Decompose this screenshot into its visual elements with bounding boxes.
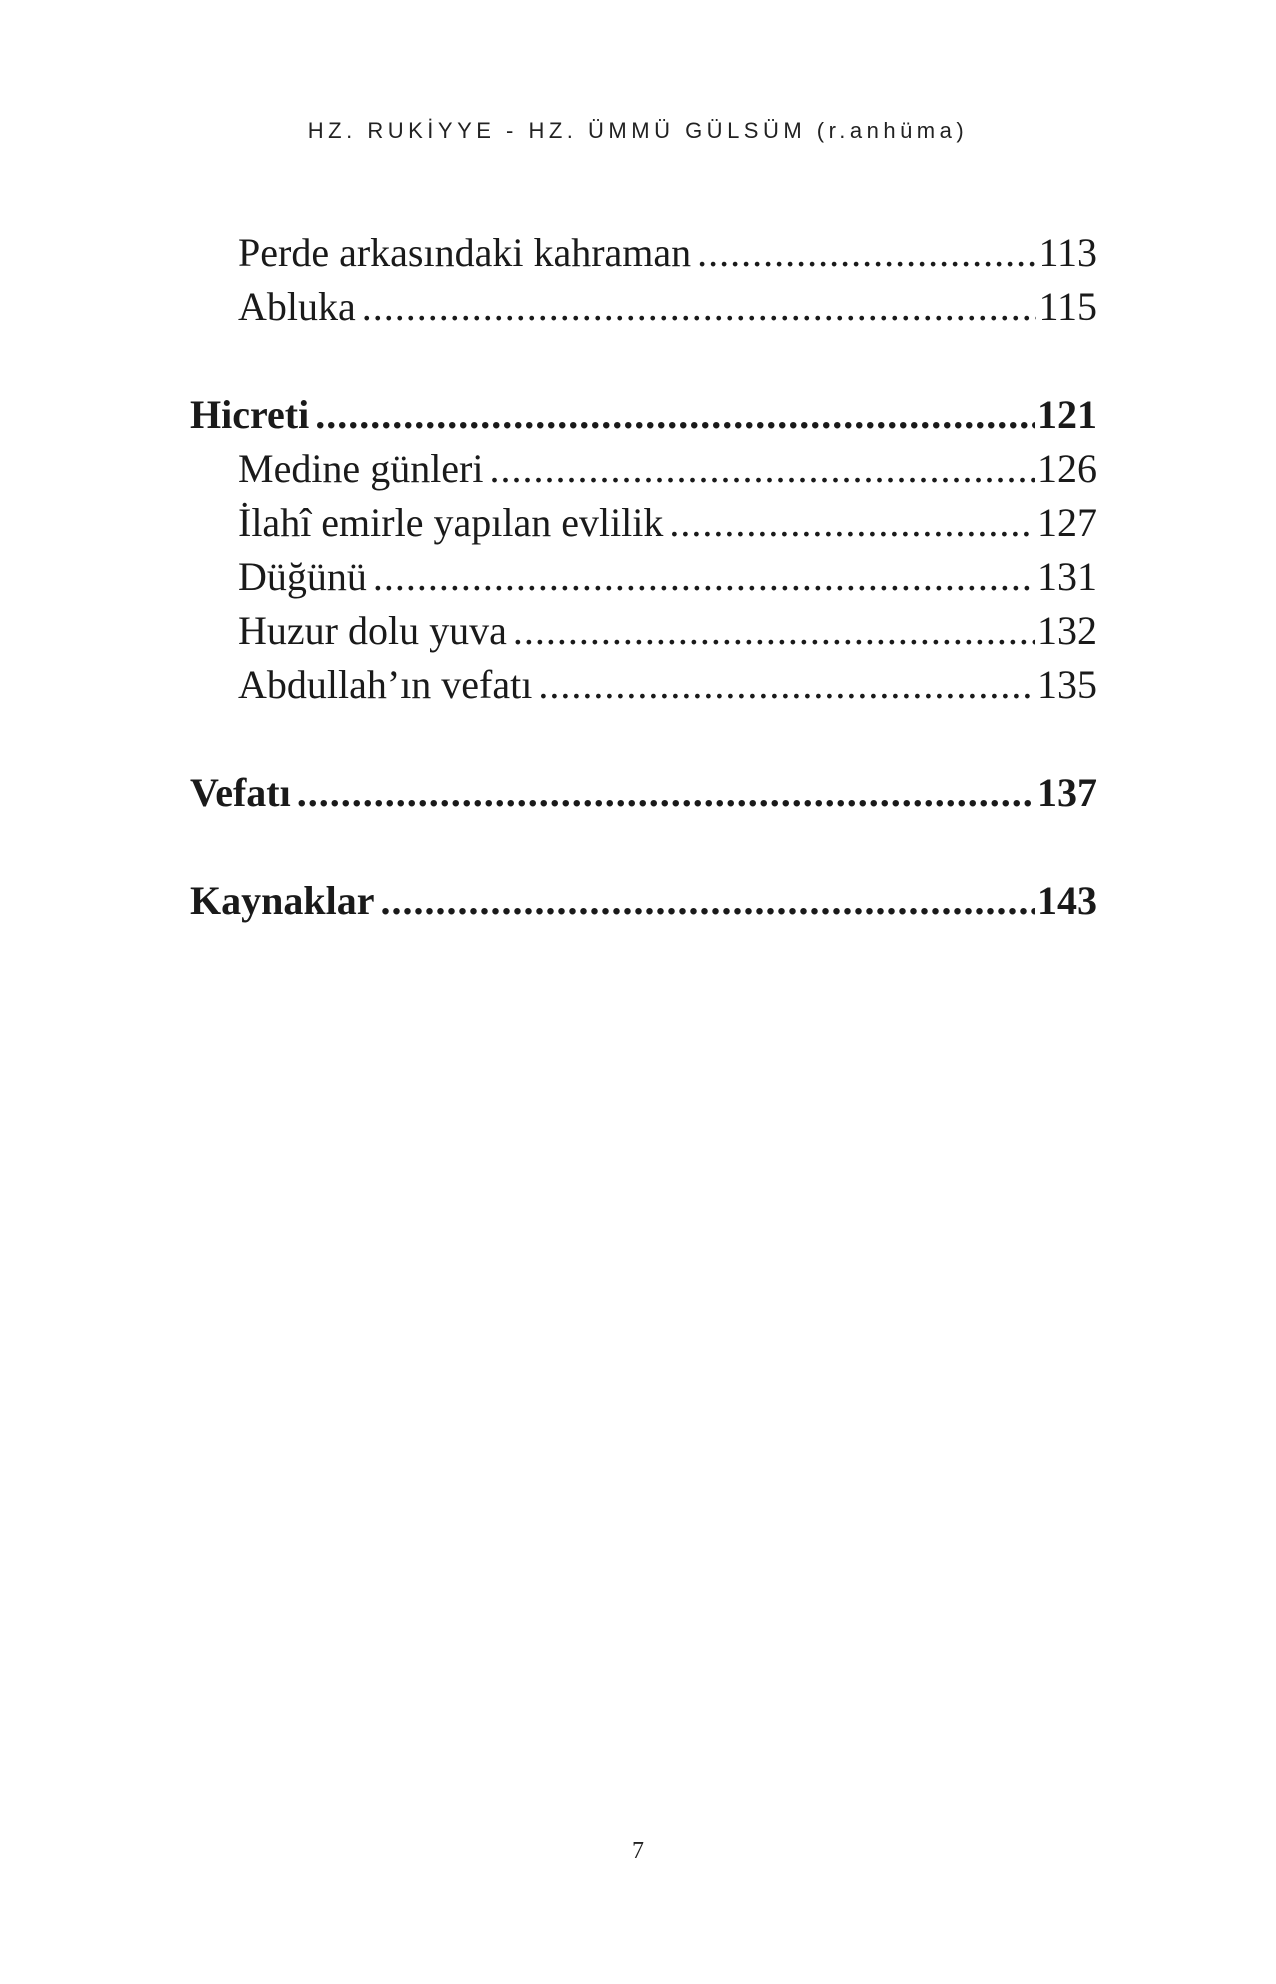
dot-leader: [380, 874, 1035, 928]
toc-entry-page: 132: [1037, 608, 1097, 653]
dot-leader: [373, 550, 1035, 604]
toc-entry-page: 135: [1037, 662, 1097, 707]
toc-chapter-kaynaklar[interactable]: [190, 874, 1097, 928]
running-header: HZ. RUKİYYE - HZ. ÜMMÜ GÜLSÜM (r.anhüma): [307, 118, 969, 143]
dot-leader: [538, 658, 1035, 712]
toc-entry-title: Huzur dolu yuva: [238, 608, 507, 653]
dot-leader: [490, 442, 1036, 496]
toc-entry-title: İlahî emirle yapılan evlilik: [238, 500, 664, 545]
toc-entry-page: 113: [1038, 230, 1097, 275]
toc-entry-huzur-dolu-yuva[interactable]: [190, 604, 1097, 658]
toc-chapter-hicreti[interactable]: [190, 388, 1097, 442]
toc-chapter-vefati[interactable]: [190, 766, 1097, 820]
toc-entry-perde-arkasindaki-kahraman[interactable]: [190, 226, 1097, 280]
toc-chapter-page: 121: [1037, 392, 1097, 437]
toc-chapter-title: Hicreti: [190, 392, 310, 437]
dot-leader: [297, 766, 1035, 820]
toc-entry-page: 115: [1038, 284, 1097, 329]
toc-entry-dugunu[interactable]: [190, 550, 1097, 604]
toc-entry-medine-gunleri[interactable]: [190, 442, 1097, 496]
toc-entry-page: 126: [1037, 446, 1097, 491]
dot-leader: [315, 388, 1035, 442]
page-number: 7: [632, 1838, 644, 1864]
dot-leader: [362, 280, 1037, 334]
toc-entry-title: Medine günleri: [238, 446, 484, 491]
toc-entry-page: 131: [1037, 554, 1097, 599]
toc-chapter-page: 137: [1037, 770, 1097, 815]
table-of-contents: [190, 226, 1097, 928]
toc-entry-title: Abluka: [238, 284, 356, 329]
toc-section-continued: [190, 226, 1097, 334]
dot-leader: [513, 604, 1035, 658]
toc-entry-page: 127: [1037, 500, 1097, 545]
toc-chapter-title: Kaynaklar: [190, 878, 375, 923]
toc-entry-abdullahin-vefati[interactable]: [190, 658, 1097, 712]
toc-entry-title: Abdullah’ın vefatı: [238, 662, 533, 707]
toc-entry-title: Düğünü: [238, 554, 367, 599]
toc-entry-abluka[interactable]: [190, 280, 1097, 334]
toc-entry-title: Perde arkasındaki kahraman: [238, 230, 692, 275]
toc-section-hicreti: [190, 442, 1097, 712]
toc-entry-ilahi-emirle-yapilan-evlilik[interactable]: [190, 496, 1097, 550]
dot-leader: [697, 226, 1036, 280]
toc-chapter-title: Vefatı: [190, 770, 291, 815]
dot-leader: [669, 496, 1035, 550]
toc-chapter-page: 143: [1037, 878, 1097, 923]
